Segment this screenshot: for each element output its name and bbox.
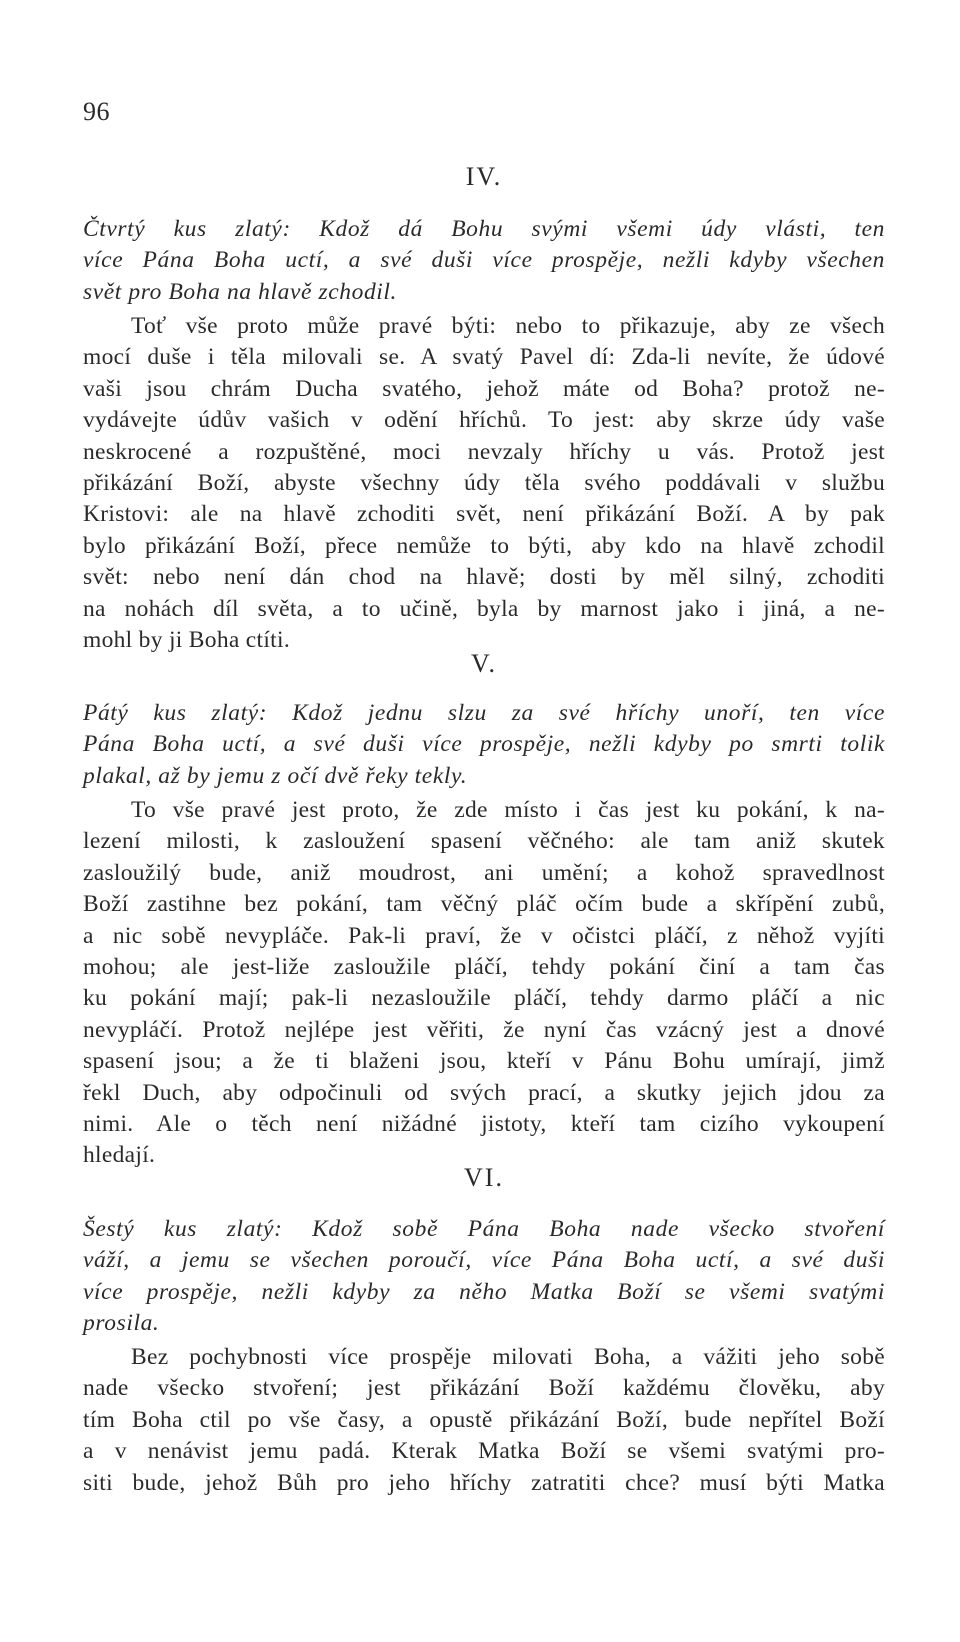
body-line: spasení jsou; a že ti blaženi jsou, kteří v Pánu Bohu umírají, jimž xyxy=(83,1048,885,1075)
body-line: Boží zastihne bez pokání, tam věčný pláč očím bude a skřípění zubů, xyxy=(83,891,885,918)
section-vi-body xyxy=(83,1342,885,1499)
body-line: řekl Duch, aby odpočinuli od svých prací, a skutky jejich jdou za xyxy=(83,1079,885,1106)
body-line: mocí duše i těla milovali se. A svatý Pavel dí: Zda-li nevíte, že údové xyxy=(83,344,885,371)
body-line: zasloužilý bude, aniž moudrost, ani umění; a kohož spravedlnost xyxy=(83,859,885,886)
body-line: nevypláčí. Protož nejlépe jest věřiti, že nyní čas vzácný jest a dnové xyxy=(83,1016,885,1043)
section-iv-title xyxy=(83,214,885,308)
body-line: a nic sobě nevypláče. Pak-li praví, že v očistci pláčí, z něhož vyjíti xyxy=(83,922,885,949)
body-line: vaši jsou chrám Ducha svatého, jehož máte od Boha? protož ne- xyxy=(83,375,885,402)
body-line: nade všecko stvoření; jest přikázání Boží každému člověku, aby xyxy=(83,1375,885,1402)
title-line: více prospěje, nežli kdyby za něho Matka Boží se všemi svatými xyxy=(83,1278,885,1305)
body-line: lezení milosti, k zasloužení spasení věčného: ale tam aniž skutek xyxy=(83,828,885,855)
body-line: hledají. xyxy=(83,1142,156,1169)
body-line: mohl by ji Boha ctíti. xyxy=(83,626,290,653)
body-line: tím Boha ctil po vše časy, a opustě přikázání Boží, bude nepřítel Boží xyxy=(83,1406,885,1433)
title-line: Pátý kus zlatý: Kdož jednu slzu za své hříchy unoří, ten více xyxy=(83,700,885,726)
body-line: siti bude, jehož Bůh pro jeho hříchy zatratiti chce? musí býti Matka xyxy=(83,1469,885,1496)
section-v-body xyxy=(83,795,885,1172)
body-line: vydávejte údův vašich v odění hříchů. To jest: aby skrze údy vaše xyxy=(83,407,885,434)
body-line: Toť vše proto může pravé býti: nebo to přikazuje, aby ze všech xyxy=(131,313,885,339)
title-line: plakal, až by jemu z očí dvě řeky tekly. xyxy=(83,762,468,789)
body-line: Kristovi: ale na hlavě zchoditi svět, není přikázání Boží. A by pak xyxy=(83,501,885,528)
section-iv-body xyxy=(83,311,885,656)
title-line: svět pro Boha na hlavě zchodil. xyxy=(83,278,398,305)
body-line: nimi. Ale o těch není nižádné jistoty, kteří tam cizího vykoupení xyxy=(83,1110,885,1137)
body-line: Bez pochybnosti více prospěje milovati Boha, a vážiti jeho sobě xyxy=(131,1344,885,1370)
body-line: ku pokání mají; pak-li nezasloužile pláčí, tehdy darmo pláčí a nic xyxy=(83,985,885,1012)
body-line: mohou; ale jest-liže zasloužile pláčí, tehdy pokání činí a tam čas xyxy=(83,953,885,980)
title-line: váží, a jemu se všechen poroučí, více Pána Boha uctí, a své duši xyxy=(83,1247,885,1274)
section-heading-iv: IV. xyxy=(465,162,503,191)
body-line: neskrocené a rozpuštěné, moci nevzaly hříchy u vás. Protož jest xyxy=(83,438,885,465)
section-heading-v: V. xyxy=(471,649,497,678)
body-line: svět: nebo není dán chod na hlavě; dosti by měl silný, zchoditi xyxy=(83,564,885,591)
title-line: Pána Boha uctí, a své duši více prospěje, nežli kdyby po smrti tolik xyxy=(83,731,885,758)
body-line: na nohách díl světa, a to učině, byla by marnost jako i jiná, a ne- xyxy=(83,595,885,622)
body-line: přikázání Boží, abyste všechny údy těla svého poddávali v službu xyxy=(83,469,885,496)
section-v-title xyxy=(83,698,885,792)
section-vi-title xyxy=(83,1214,885,1340)
body-line: bylo přikázání Boží, přece nemůže to býti, aby kdo na hlavě zchodil xyxy=(83,532,885,559)
title-line: prosila. xyxy=(83,1310,160,1337)
title-line: více Pána Boha uctí, a své duši více prospěje, nežli kdyby všechen xyxy=(83,247,885,274)
title-line: Šestý kus zlatý: Kdož sobě Pána Boha nade všecko stvoření xyxy=(83,1216,885,1242)
body-line: To vše pravé jest proto, že zde místo i čas jest ku pokání, k na- xyxy=(131,797,885,823)
page-number: 96 xyxy=(83,97,110,126)
section-heading-vi: VI. xyxy=(464,1163,504,1192)
body-line: a v nenávist jemu padá. Kterak Matka Boží se všemi svatými pro- xyxy=(83,1438,885,1465)
title-line: Čtvrtý kus zlatý: Kdož dá Bohu svými všemi údy vlásti, ten xyxy=(83,216,885,242)
